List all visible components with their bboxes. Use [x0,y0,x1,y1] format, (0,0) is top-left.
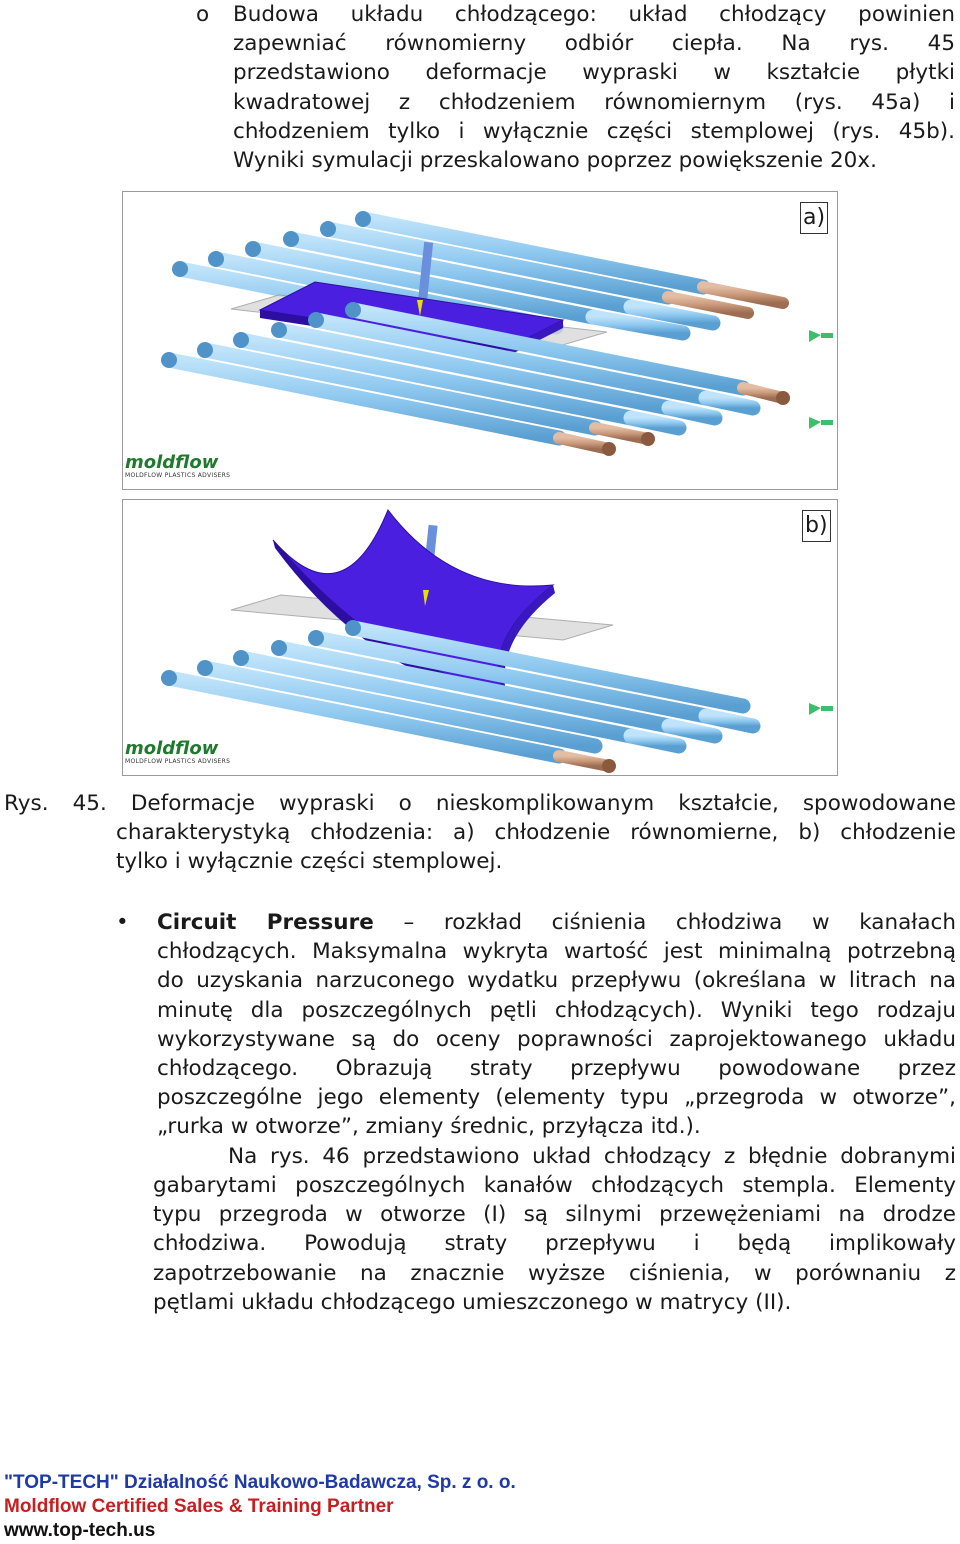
figure-caption [4,789,956,818]
figure-b-illustration [123,500,837,775]
na-rys-paragraph [153,1171,956,1317]
na-rys-line: pętlami układu chłodzącego umieszczonego w matrycy (II). [153,1289,792,1315]
intro-line: Budowa układu chłodzącego: układ chłodzący powinien [233,2,955,27]
na-rys-line: Na rys. 46 przedstawiono układ chłodzący z błędnie dobranymi [228,1144,956,1169]
footer-partner: Moldflow Certified Sales & Training Partner [4,1496,394,1517]
circuit-line: minutę dla poszczególnych pętli chłodzących). Wyniki tego rodzaju [157,997,956,1023]
intro-bullet: o [196,2,210,27]
intro-line: przedstawiono deformacje wypraski w kształcie płytki [233,60,955,86]
flow-arrow-icon [809,330,833,429]
na-rys-line: chłodziwa. Powodują straty przepływu i będą implikowały [153,1231,956,1257]
intro-line: chłodzeniem tylko i wyłącznie części stemplowej (rys. 45b). [233,118,955,144]
na-rys-line: zapotrzebowanie na znacznie wyższe ciśnienia, w porównaniu z [153,1260,956,1286]
caption-line: tylko i wyłącznie części stemplowej. [116,849,503,875]
footer-company: "TOP-TECH" Działalność Naukowo-Badawcza, Sp. z o. o. [4,1472,516,1493]
circuit-term: Circuit Pressure [157,910,374,935]
intro-line: zapewniać równomierny odbiór ciepła. Na rys. 45 [233,31,955,57]
circuit-first-line: Circuit Pressure – rozkład ciśnienia chłodziwa w kanałach [157,910,956,935]
figure-b-label: b) [802,510,831,542]
na-rys-line: typu przegroda w otworze (I) są silnymi przewężeniami na drodze [153,1202,956,1228]
circuit-line: poszczególne jego elementy (elementy typu „przegroda w otworze”, [157,1085,956,1111]
moldflow-logo: moldflow MOLDFLOW PLASTICS ADVISERS [125,452,231,479]
figure-a-label: a) [800,202,828,234]
circuit-line: wykorzystywane są do oceny poprawności zaprojektowanego układu [157,1026,956,1052]
na-rys-line: gabarytami poszczególnych kanałów chłodzących stempla. Elementy [153,1173,956,1198]
footer-website-link[interactable]: www.top-tech.us [4,1520,156,1541]
page-footer [4,1471,516,1543]
moldflow-logo: moldflow MOLDFLOW PLASTICS ADVISERS [125,738,231,765]
intro-line: kwadratowej z chłodzeniem równomiernym (rys. 45a) i [233,89,955,115]
circuit-line: „rurka w otworze”, zmiany średnic, przyłącza itd.). [157,1114,701,1140]
circuit-bullet: • [116,910,129,935]
figure-caption-cont [116,818,956,876]
flow-arrow-icon [809,703,833,715]
lower-cooling-channels [161,620,753,773]
caption-line: charakterystyką chłodzenia: a) chłodzenie równomierne, b) chłodzenie [116,820,956,845]
figure-b [122,499,838,776]
figure-a-illustration [123,192,837,489]
circuit-line: chłodzących. Maksymalna wykryta wartość jest minimalną potrzebną [157,939,956,965]
intro-line: Wyniki symulacji przeskalowano poprzez powiększenie 20x. [233,148,877,174]
figure-a [122,191,838,490]
circuit-paragraph [157,908,956,1142]
caption-line: Rys. 45. Deformacje wypraski o nieskomplikowanym kształcie, spowodowane [4,791,956,816]
circuit-line: do uzyskania narzuconego wydatku przepływu (określana w litrach na [157,968,956,994]
circuit-line: chłodzącego. Obrazują straty przepływu powodowane przez [157,1056,956,1082]
intro-paragraph [233,0,955,175]
na-rys-first [228,1142,956,1171]
